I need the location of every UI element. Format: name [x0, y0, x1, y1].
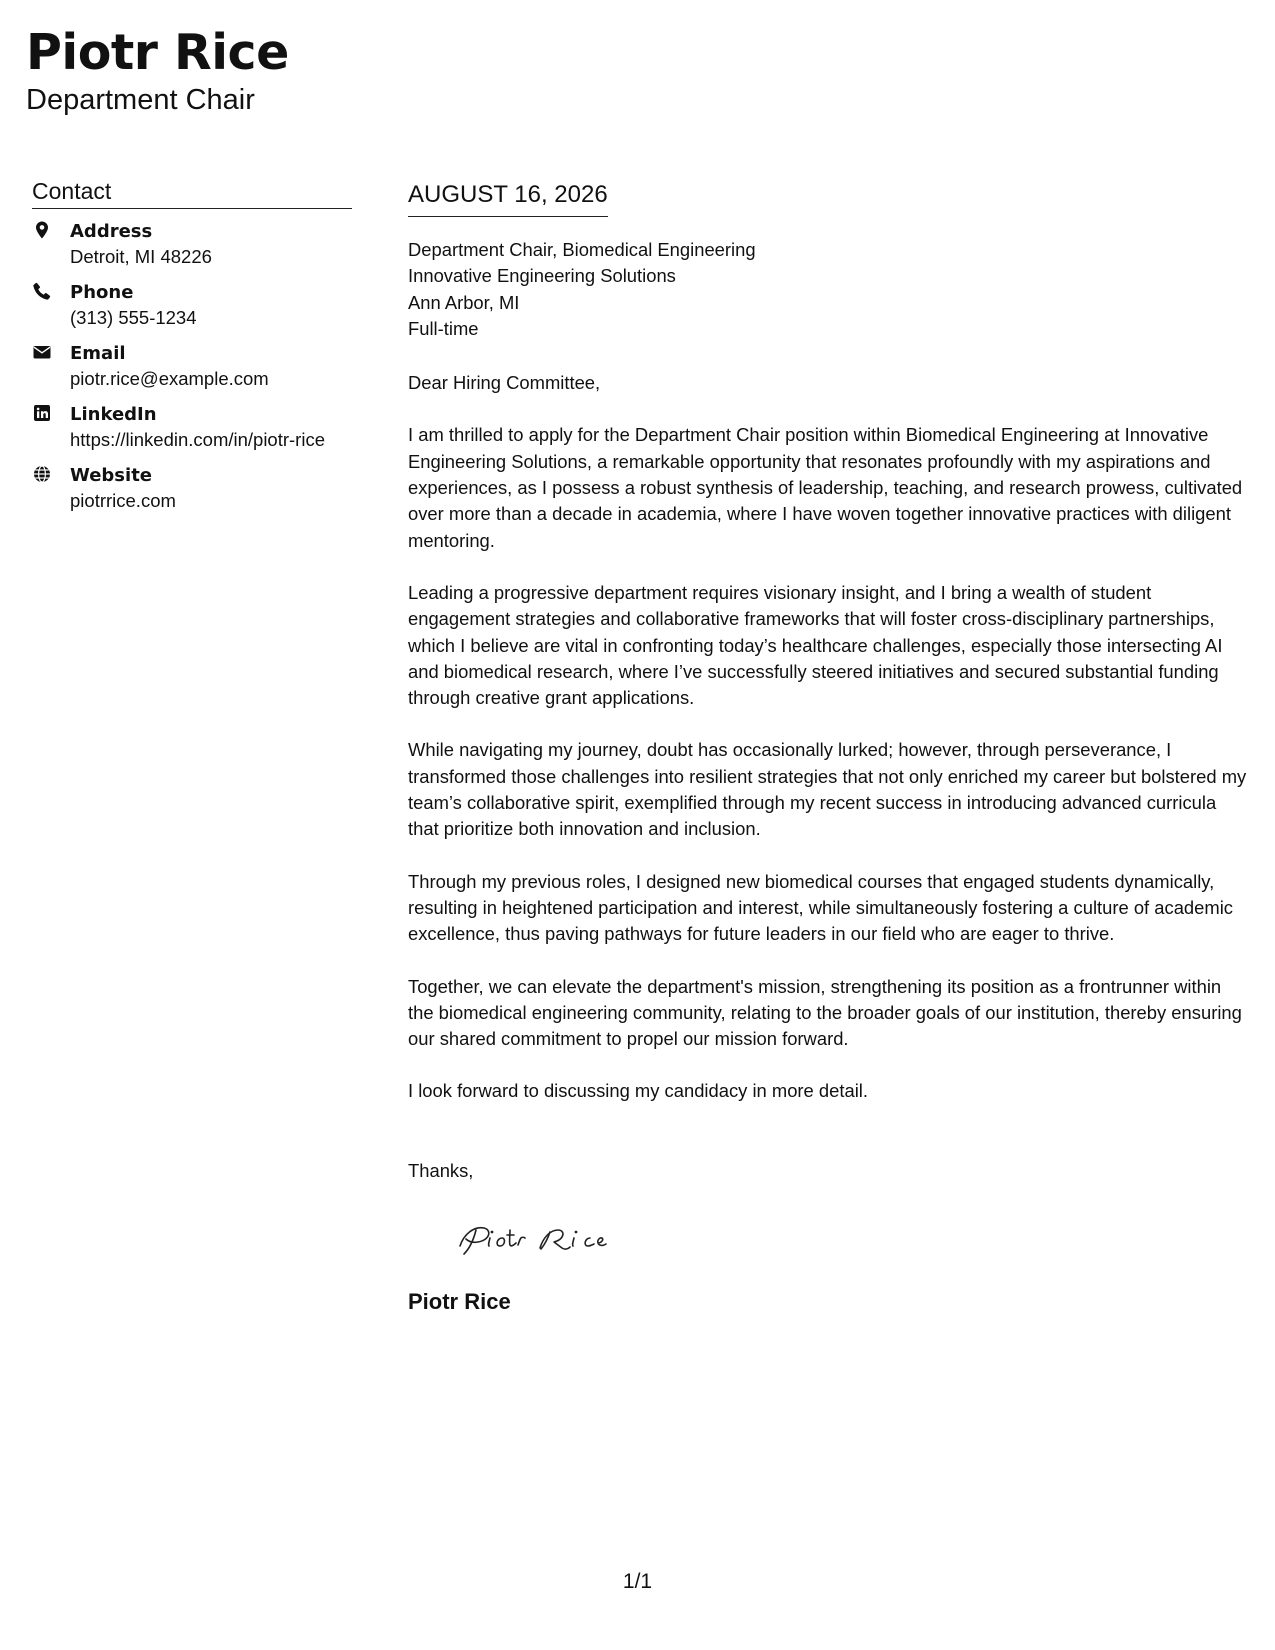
phone-icon	[32, 281, 56, 305]
recipient-line: Department Chair, Biomedical Engineering	[408, 239, 756, 260]
contact-item-phone	[32, 280, 352, 330]
map-pin-icon	[32, 220, 56, 244]
contact-label: Email	[70, 343, 126, 364]
envelope-icon	[32, 342, 56, 366]
contact-label: Address	[70, 221, 153, 242]
contact-value: Detroit, MI 48226	[70, 246, 212, 267]
contact-item-linkedin	[32, 402, 352, 452]
body-paragraph: Leading a progressive department requires visionary insight, and I bring a wealth of student engagement strategies and collaborative frameworks that will foster cross-disciplinary partnerships, which I believe are vital in confronting today’s healthcare challenges, especially those intersecting AI and biomedical research, where I’ve successfully steered initiatives and secured substantial funding through creative grant applications.	[408, 581, 1223, 709]
contact-label: Phone	[70, 282, 134, 303]
handwritten-signature	[452, 1210, 1250, 1270]
contact-label: Website	[70, 465, 153, 486]
signer-name: Piotr Rice	[408, 1289, 511, 1315]
closing: Thanks,	[408, 1159, 474, 1181]
body-paragraph: I look forward to discussing my candidacy in more detail.	[408, 1080, 868, 1102]
body-paragraph: I am thrilled to apply for the Department Chair position within Biomedical Engineering at Innovative Engineering Solutions, a remarkable opportunity that resonates profoundly with my aspirations and experiences, as I possess a robust synthesis of leadership, teaching, and research prowess, cultivated over more than a decade in academia, where I have woven together innovative practices with diligent mentoring.	[408, 424, 1243, 551]
contact-item-website	[32, 463, 352, 513]
contact-list	[32, 219, 352, 513]
contact-item-email	[32, 341, 352, 391]
salutation: Dear Hiring Committee,	[408, 372, 601, 394]
recipient-line: Innovative Engineering Solutions	[408, 265, 676, 287]
contact-heading: Contact	[32, 176, 352, 209]
globe-icon	[32, 464, 56, 488]
letter-date: AUGUST 16, 2026	[408, 180, 608, 217]
contact-value: https://linkedin.com/in/piotr-rice	[70, 429, 325, 450]
page-number: 1/1	[622, 1570, 653, 1593]
recipient-line: Full-time	[408, 317, 479, 339]
contact-item-address	[32, 219, 352, 269]
letter-body	[408, 180, 1250, 1316]
contact-value: piotr.rice@example.com	[70, 368, 269, 389]
letter-header	[26, 22, 289, 118]
recipient-block	[408, 237, 1250, 342]
contact-value: (313) 555-1234	[70, 307, 197, 328]
contact-label: LinkedIn	[70, 404, 157, 425]
recipient-line: Ann Arbor, MI	[408, 291, 520, 313]
contact-value: piotrrice.com	[70, 490, 176, 511]
body-paragraph: Through my previous roles, I designed new biomedical courses that engaged students dynamically, resulting in heightened participation and interest, while simultaneously fostering a culture of academic excellence, thus paving pathways for future leaders in our field who are eager to thrive.	[408, 870, 1233, 945]
linkedin-icon	[32, 403, 56, 427]
body-paragraph: While navigating my journey, doubt has occasionally lurked; however, through perseverance, I transformed those challenges into resilient strategies that not only enriched my career but bolstered my team’s collaborative spirit, exemplified through my recent success in introducing advanced curricula that prioritize both innovation and inclusion.	[408, 739, 1247, 840]
author-name: Piotr Rice	[26, 24, 289, 81]
contact-sidebar	[32, 176, 352, 524]
author-title: Department Chair	[26, 84, 255, 116]
body-paragraph: Together, we can elevate the department's mission, strengthening its position as a frontrunner within the biomedical engineering community, relating to the broader goals of our institution, thereby ensuring our shared commitment to propel our mission forward.	[408, 975, 1242, 1050]
